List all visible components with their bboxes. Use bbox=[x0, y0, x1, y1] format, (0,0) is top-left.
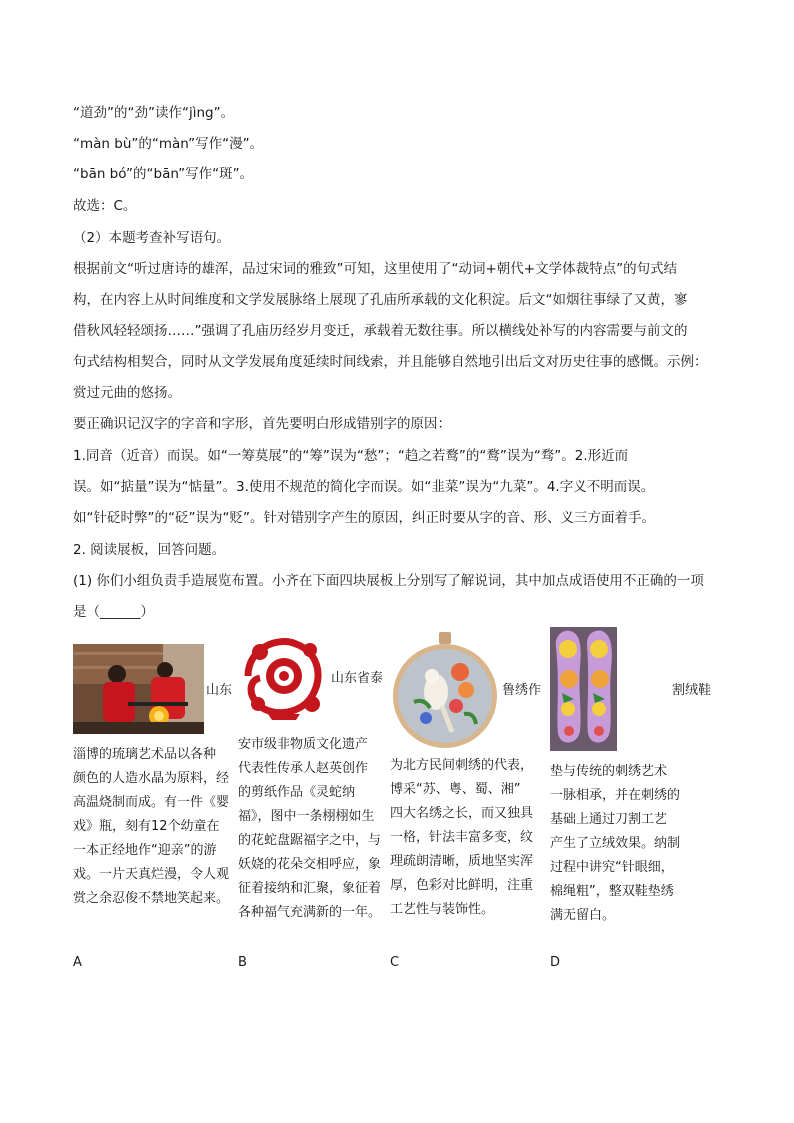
caption-a-line: 戏》瓶，刻有12个幼童在 bbox=[73, 819, 220, 834]
caption-c-line: 工艺性与装饰性。 bbox=[390, 902, 495, 917]
line-11: 要正确识记汉字的字音和字形，首先要明白形成错别字的原因： bbox=[73, 416, 451, 432]
line-16: (1) 你们小组负责手造展览布置。小齐在下面四块展板上分别写了解说词，其中加点成语使用不正确的一项 bbox=[73, 573, 704, 589]
caption-b-line: 征着接纳和汇聚，象征着 bbox=[238, 881, 382, 896]
caption-a-line: 戏。一片天真烂漫，令人观 bbox=[73, 867, 230, 882]
insole-image bbox=[550, 627, 617, 751]
line-4: 故选：C。 bbox=[73, 198, 137, 214]
caption-c-line: 四大名绣之长，而又独具 bbox=[390, 806, 534, 821]
caption-c-line: 厚，色彩对比鲜明，注重 bbox=[390, 878, 534, 893]
line-7: 构，在内容上从时间维度和文学发展脉络上展现了孔庙所承载的文化积淀。后文“如烟往事绿了又黄，寥 bbox=[73, 292, 688, 308]
line-6: 根据前文“听过唐诗的雄浑，品过宋词的雅致”可知，这里使用了“动词+朝代+文学体裁特点”的句式结 bbox=[73, 261, 678, 277]
option-c-label: C bbox=[390, 955, 400, 970]
caption-c-line: 博采“苏、粤、蜀、湘” bbox=[390, 782, 521, 797]
caption-d-line: 棉绳粗”，整双鞋垫绣 bbox=[550, 884, 674, 899]
caption-c-line: 为北方民间刺绣的代表， bbox=[390, 758, 534, 773]
line-10: 赏过元曲的悠扬。 bbox=[73, 385, 181, 401]
caption-c-tag: 鲁绣作 bbox=[502, 683, 542, 698]
caption-b-line: 的花蛇盘踞福字之中，与 bbox=[238, 833, 382, 848]
line-14: 如“针砭时弊”的“砭”误为“贬”。针对错别字产生的原因，纠正时要从字的音、形、义三方面着手。 bbox=[73, 510, 655, 526]
caption-a-line: 颜色的人造水晶为原料，经 bbox=[73, 771, 230, 786]
line-15: 2. 阅读展板，回答问题。 bbox=[73, 542, 226, 558]
caption-d-line: 基础上通过刀割工艺 bbox=[550, 812, 668, 827]
caption-b-line: 各种福气充满新的一年。 bbox=[238, 905, 382, 920]
caption-b-line: 妖娆的花朵交相呼应，象 bbox=[238, 857, 382, 872]
caption-b-line: 代表性传承人赵英创作 bbox=[238, 761, 369, 776]
option-b-label: B bbox=[238, 955, 247, 970]
caption-d-text bbox=[550, 762, 680, 925]
line-8: 借秋风轻轻颂扬……”强调了孔庙历经岁月变迁，承载着无数往事。所以横线处补写的内容需要与前文的 bbox=[73, 323, 688, 339]
line-17: 是（______） bbox=[73, 604, 154, 620]
caption-d-line: 过程中讲究“针眼细， bbox=[550, 860, 674, 875]
caption-d-line: 一脉相承，并在刺绣的 bbox=[550, 788, 681, 803]
line-12: 1.同音（近音）而误。如“一筹莫展”的“筹”误为“愁”；“趋之若鹜”的“鹜”误为“骛”。2.形近而 bbox=[73, 448, 629, 464]
caption-b-tag: 山东省泰 bbox=[331, 671, 384, 686]
caption-d-line: 产生了立绒效果。纳制 bbox=[550, 836, 681, 851]
caption-c-text bbox=[390, 756, 533, 919]
caption-d-line: 满无留白。 bbox=[550, 908, 616, 923]
caption-a-line: 一本正经地作“迎亲”的游 bbox=[73, 843, 217, 858]
caption-c-line: 一格，针法丰富多变，纹 bbox=[390, 830, 534, 845]
caption-a-line: 淄博的琉璃艺术品以各种 bbox=[73, 747, 217, 762]
line-9: 句式结构相契合，同时从文学发展角度延续时间线索，并且能够自然地引出后文对历史往事的感慨。示例： bbox=[73, 354, 708, 370]
caption-a-text bbox=[73, 745, 229, 913]
paper-cut-image bbox=[238, 630, 330, 722]
line-1: “道劲”的“劲”读作“jìng”。 bbox=[73, 105, 235, 121]
glass-art-photo bbox=[73, 644, 204, 734]
caption-c-line: 理疏朗清晰，质地坚实浑 bbox=[390, 854, 534, 869]
caption-b-line: 的剪纸作品《灵蛇纳 bbox=[238, 785, 356, 800]
embroidery-hoop-image bbox=[390, 632, 500, 750]
line-2: “màn bù”的“màn”写作“漫”。 bbox=[73, 136, 264, 152]
caption-b-line: 安市级非物质文化遗产 bbox=[238, 737, 369, 752]
caption-b-text bbox=[238, 735, 381, 927]
line-3: “bān bó”的“bān”写作“斑”。 bbox=[73, 166, 254, 182]
option-d-label: D bbox=[550, 955, 561, 970]
caption-d-tag: 割绒鞋 bbox=[672, 683, 712, 698]
caption-a-line: 高温烧制而成。有一件《婴 bbox=[73, 795, 230, 810]
option-a-label: A bbox=[73, 955, 82, 970]
caption-b-line: 福》，图中一条栩栩如生 bbox=[238, 809, 375, 824]
line-13: 误。如“掂量”误为“惦量”。3.使用不规范的简化字而误。如“韭菜”误为“九菜”。4.字义不明而误。 bbox=[73, 479, 655, 495]
line-5: （2）本题考查补写语句。 bbox=[73, 230, 231, 246]
caption-a-line: 赏之余忍俊不禁地笑起来。 bbox=[73, 891, 230, 906]
caption-a-tag: 山东 bbox=[206, 683, 233, 698]
caption-d-line: 垫与传统的刺绣艺术 bbox=[550, 764, 668, 779]
